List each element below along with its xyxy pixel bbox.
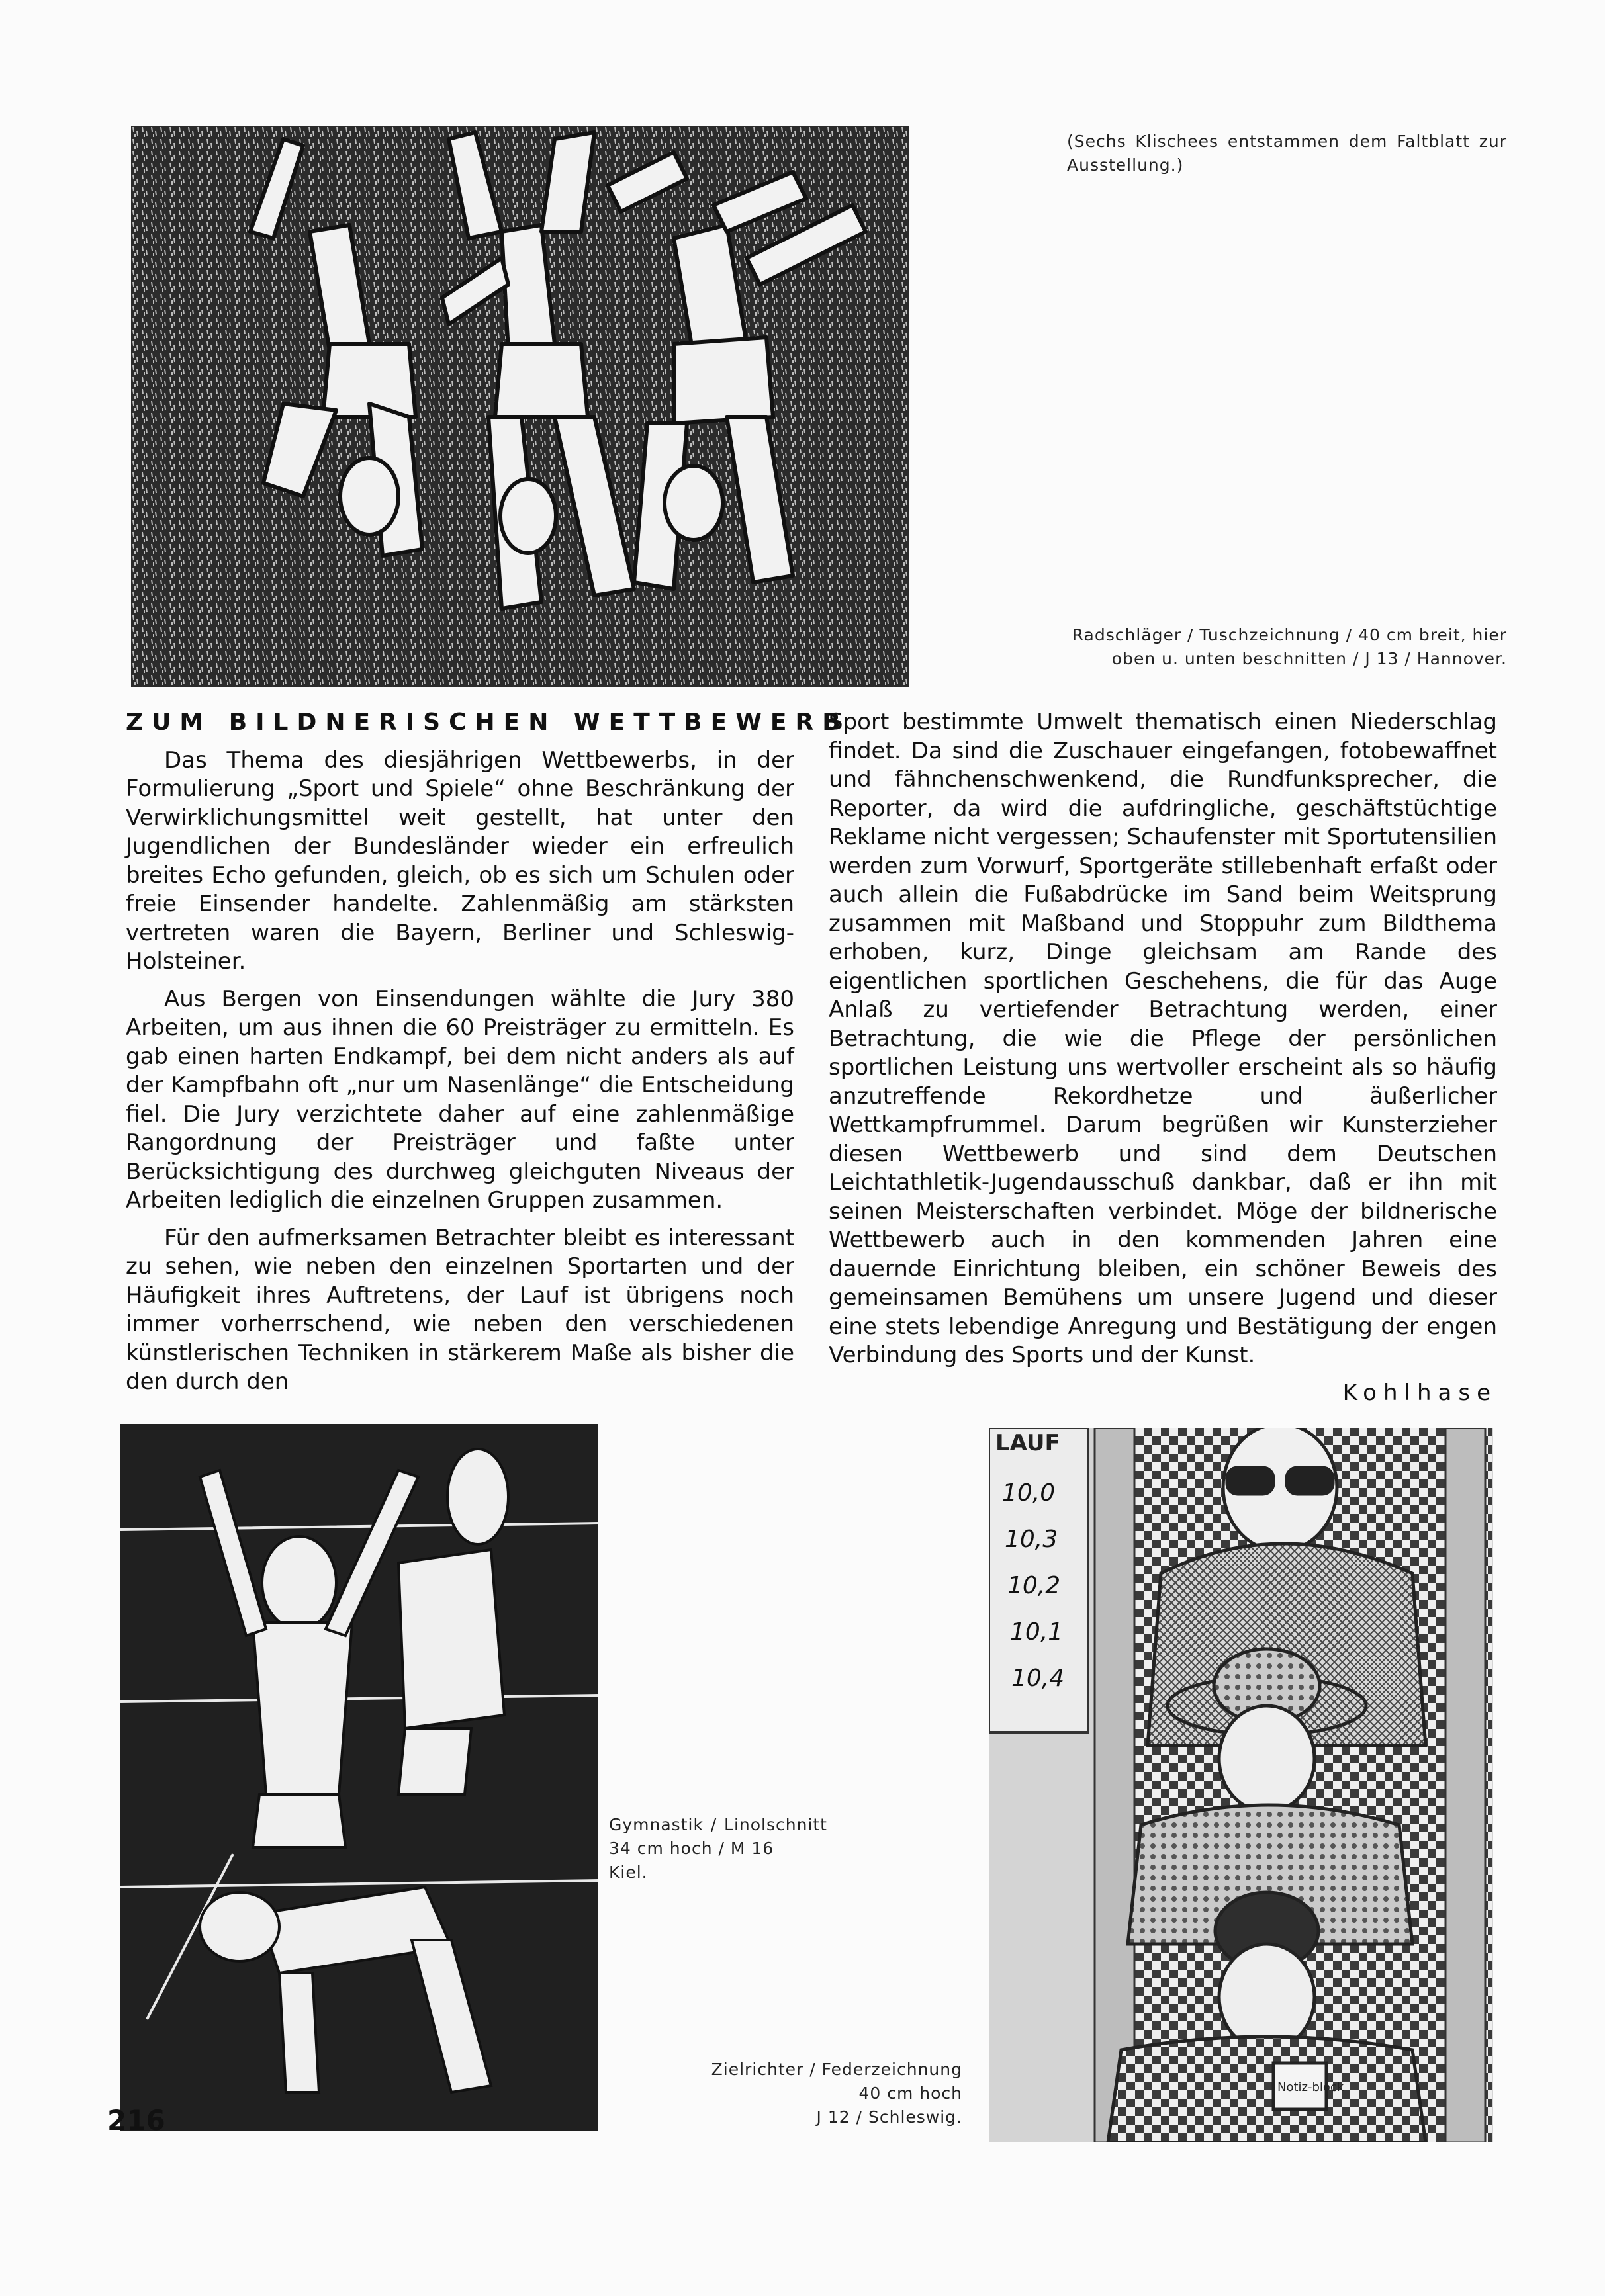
article-paragraph-2: Aus Bergen von Einsendungen wählte die Jury 380 Arbeiten, um aus ihnen die 60 Preisträger zu ermitteln. Es gab einen harten Endkampf, bei dem nicht anders als auf der Kampfbahn oft „nur um Nasenlänge“ die Entscheidung fiel. Die Jury verzichtete daher auf eine zahlenmäßige Rangordnung der Preisträger und faßte unter Berücksichtigung des durchweg gleichguten Niveaus der Arbeiten lediglich die einzelnen Gruppen zusammen. — [126, 985, 794, 1214]
article-paragraph-3: Für den aufmerksamen Betrachter bleibt es interessant zu sehen, wie neben den einzelnen Sportarten und der Häufigkeit ihres Auftretens, der Lauf ist übrigens noch immer vorherrschend, wie neben den verschiedenen künstlerischen Techniken in stärkerem Maße als bisher die den durch den — [126, 1224, 794, 1395]
board-time-4: 10,1 — [1010, 1618, 1064, 1646]
caption-gymnastik-line-3: Kiel. — [609, 1863, 648, 1882]
article-left-column — [126, 708, 849, 1405]
board-time-5: 10,4 — [1011, 1665, 1065, 1692]
board-time-1: 10,0 — [1002, 1479, 1056, 1507]
gymnastik-image — [120, 1424, 598, 2131]
article-paragraph-1: Das Thema des diesjährigen Wettbewerbs, in der Formulierung „Sport und Spiele“ ohne Beschränkung der Verwirklichungsmittel weit gestellt, hat unter den Jugendlichen der Bundesländer wieder ein erfreulich breites Echo gefunden, gleich, ob es sich um Schulen oder freie Einsender handelte. Zahlenmäßig am stärksten vertreten waren die Bayern, Berliner und Schleswig-Holsteiner. — [126, 746, 794, 975]
article-right-column — [829, 708, 1497, 1407]
article-heading: ZUM BILDNERISCHEN WETTBEWERB — [126, 709, 849, 736]
radschlaeger-image — [131, 126, 909, 687]
caption-gymnastik — [609, 1813, 827, 1884]
page-number: 216 — [107, 2104, 165, 2137]
caption-zielrichter — [668, 2058, 962, 2129]
board-time-3: 10,2 — [1007, 1572, 1061, 1599]
article-author: Kohlhase — [1342, 1379, 1497, 1406]
caption-radschlaeger: Radschläger / Tuschzeichnung / 40 cm breit, hier oben u. unten beschnitten / J 13 / Hannover. — [1072, 625, 1507, 668]
board-time-2: 10,3 — [1005, 1526, 1058, 1553]
caption-top-note: (Sechs Klischees entstammen dem Faltblatt zur Ausstellung.) — [1067, 132, 1507, 175]
board-title: LAUF — [995, 1430, 1060, 1456]
zielrichter-image — [989, 1428, 1493, 2142]
caption-zielrichter-line-2: 40 cm hoch — [858, 2084, 962, 2103]
caption-gymnastik-line-1: Gymnastik / Linolschnitt — [609, 1815, 827, 1834]
notizblock-label: Notiz-block — [1277, 2080, 1344, 2094]
article-paragraph-4: Sport bestimmte Umwelt thematisch einen Niederschlag findet. Da sind die Zuschauer eingefangen, fotobewaffnet und fähnchenschwenkend, die Rundfunksprecher, die Reporter, da wird die aufdringliche, geschäftstüchtige Reklame nicht vergessen; Schaufenster mit Sportutensilien werden zum Vorwurf, Sportgeräte stillebenhaft erfaßt oder auch allein die Fußabdrücke im Sand beim Weitsprung zusammen mit Maßband und Stoppuhr zum Bildthema erhoben, kurz, Dinge gleichsam am Rande des eigentlichen sportlichen Geschehens, die für das Auge Anlaß zu vertiefender Betrachtung werden, einer Betrachtung, die wie die Pflege der persönlichen sportlichen Leistung uns wertvoller erscheint als so häufig anzutreffende Rekordhetze und äußerlicher Wettkampfrummel. Darum begrüßen wir Kunsterzieher diesen Wettbewerb und sind dem Deutschen Leichtathletik-Jugendausschuß dankbar, daß er ihn mit seinen Meisterschaften verbindet. Möge der bildnerische Wettbewerb auch in den kommenden Jahren eine dauernde Einrichtung bleiben, ein schöner Beweis des gemeinsamen Bemühens um unsere Jugend und dieser eine stets lebendige Anregung und Bestätigung der engen Verbindung des Sports und der Kunst. — [829, 709, 1497, 1368]
caption-zielrichter-line-3: J 12 / Schleswig. — [816, 2107, 962, 2127]
caption-zielrichter-line-1: Zielrichter / Federzeichnung — [711, 2060, 962, 2079]
caption-gymnastik-line-2: 34 cm hoch / M 16 — [609, 1839, 774, 1858]
